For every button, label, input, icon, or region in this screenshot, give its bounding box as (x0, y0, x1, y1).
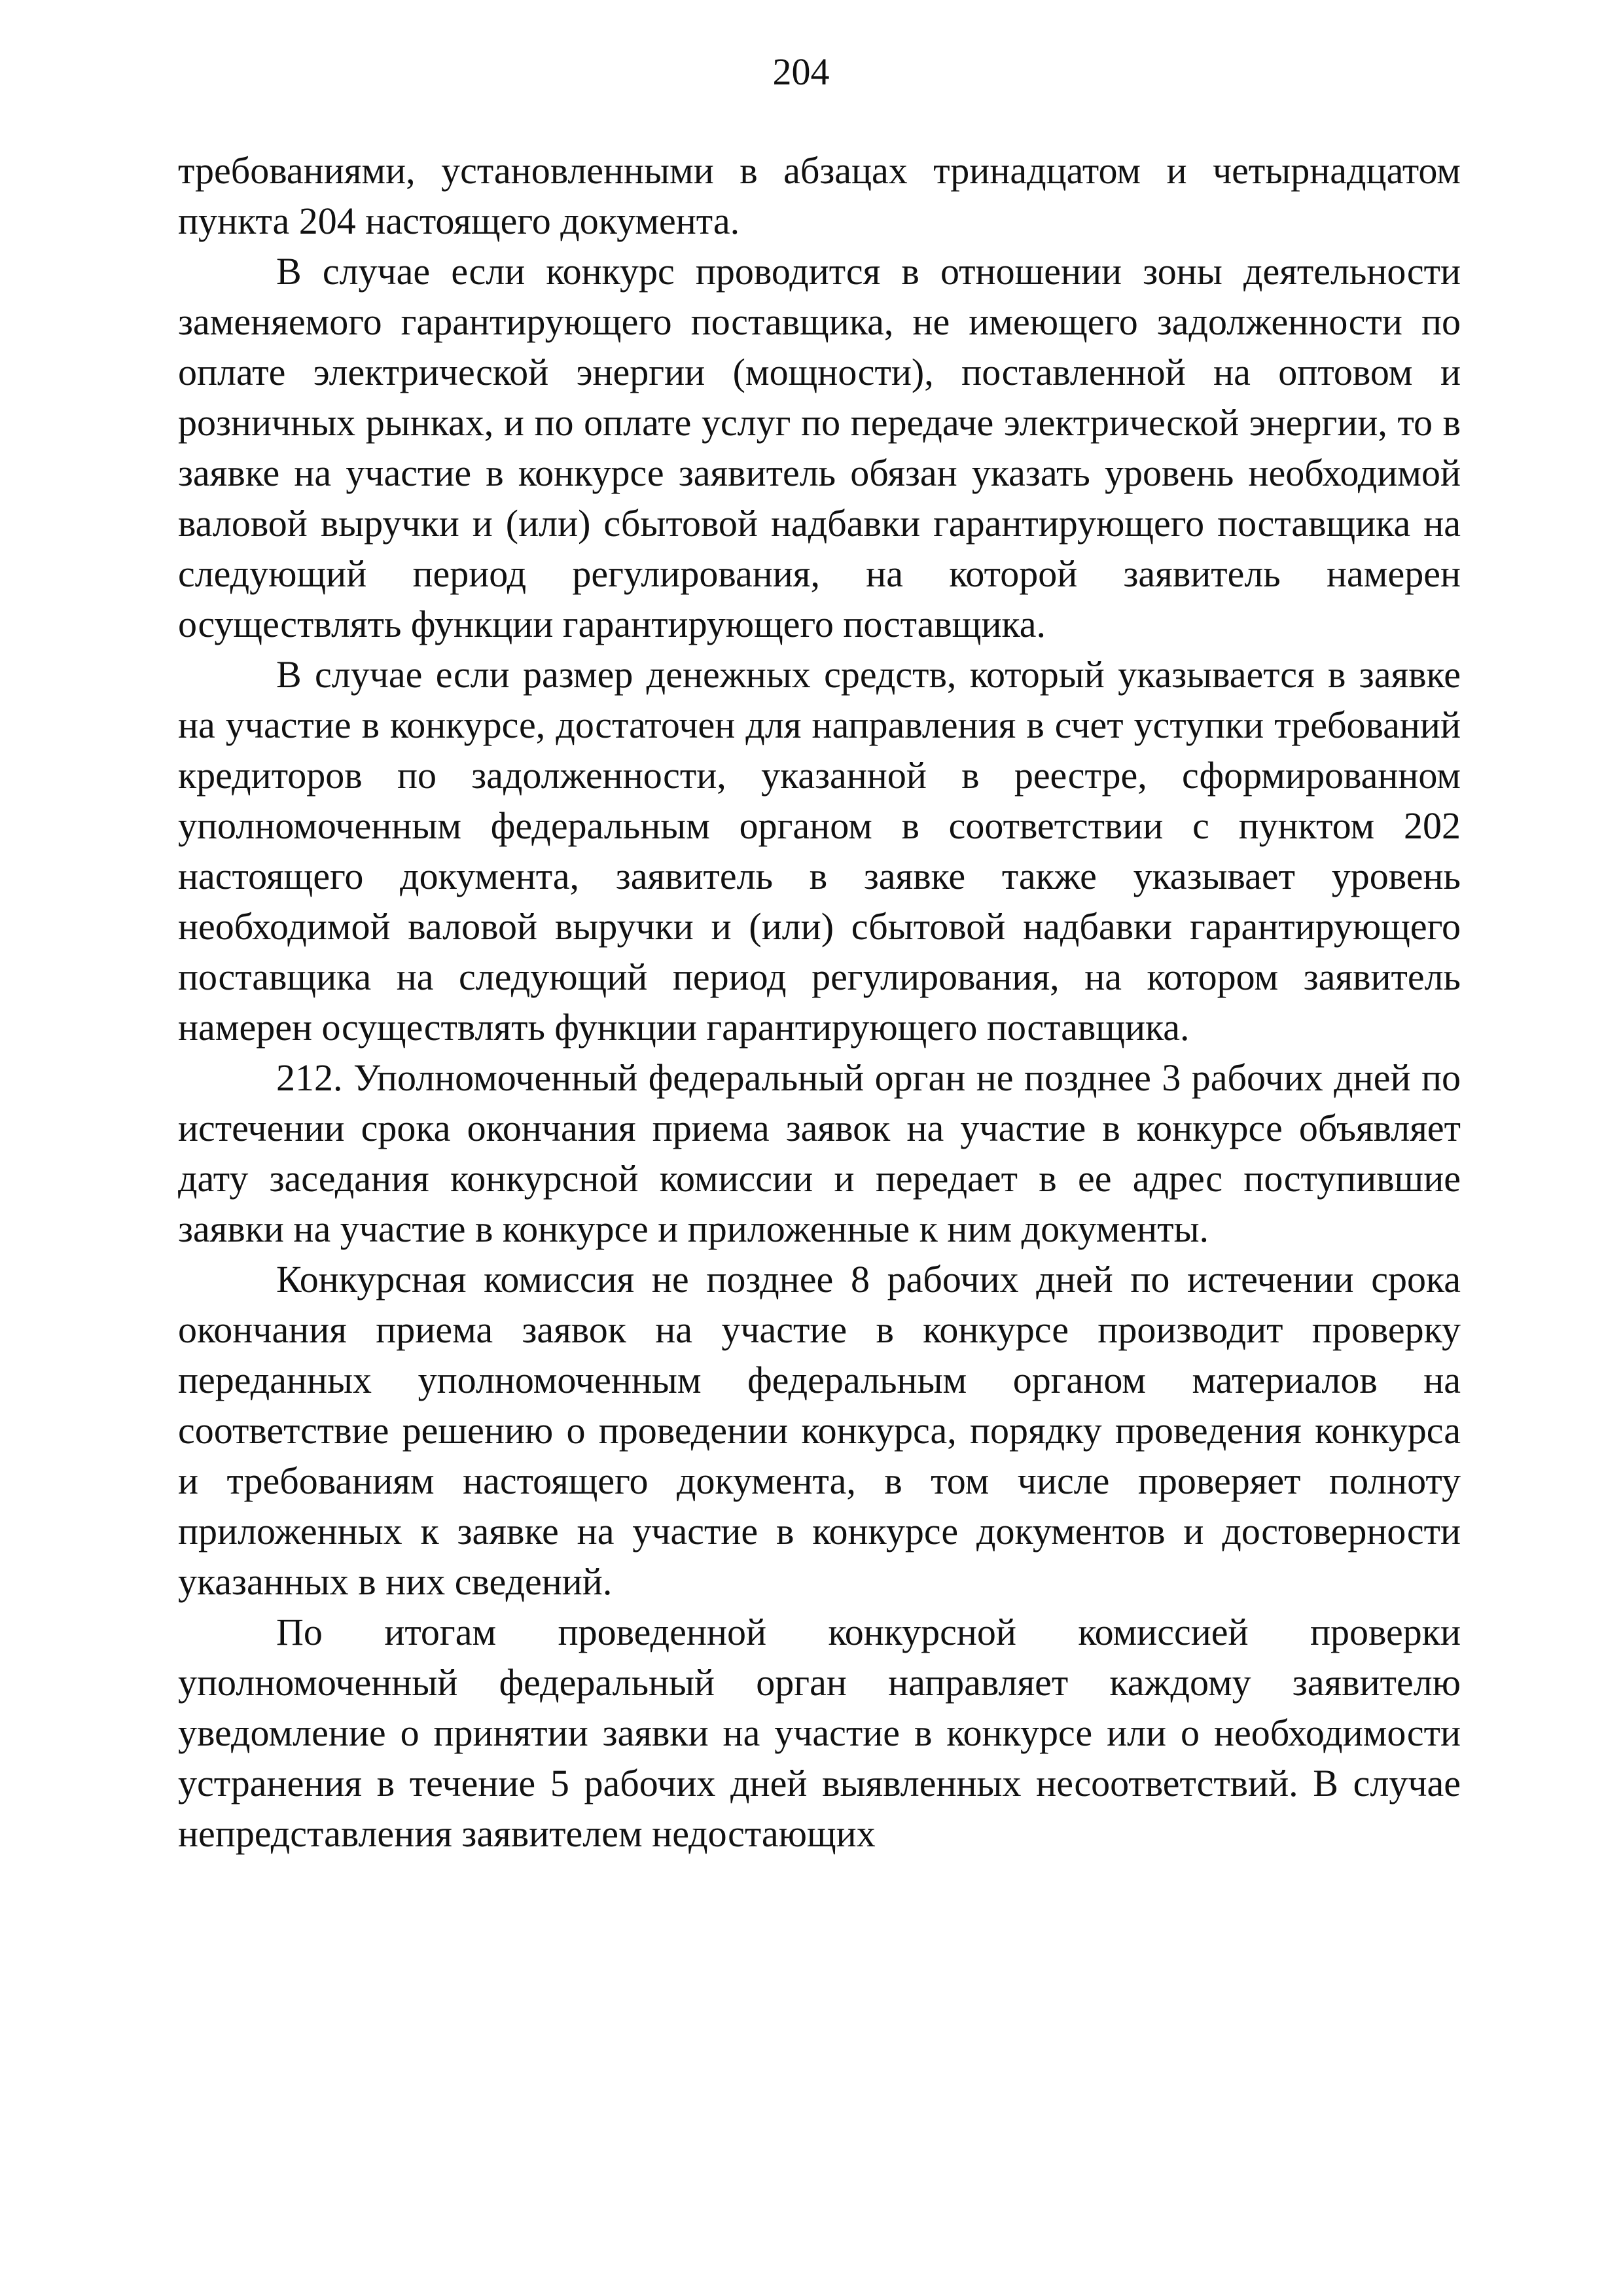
paragraph-continuation: требованиями, установленными в абзацах тринадцатом и четырнадцатом пункта 204 настоящего документа. (178, 149, 1461, 242)
paragraph-212: 212. Уполномоченный федеральный орган не позднее 3 рабочих дней по истечении срока окончания приема заявок на участие в конкурсе объявляет дату заседания конкурсной комиссии и передает в ее адрес поступившие заявки на участие в конкурсе и приложенные к ним документы. (178, 1056, 1461, 1250)
paragraph-notification: По итогам проведенной конкурсной комиссией проверки уполномоченный федеральный орган направляет каждому заявителю уведомление о принятии заявки на участие в конкурсе или о необходимости устранения в течение 5 рабочих дней выявленных несоответствий. В случае непредставления заявителем недостающих (178, 1611, 1461, 1855)
paragraph-funds-sufficient: В случае если размер денежных средств, который указывается в заявке на участие в конкурсе, достаточен для направления в счет уступки требований кредиторов по задолженности, указанной в реестре, сформированном уполномоченным федеральным органом в соответствии с пунктом 202 настоящего документа, заявитель в заявке также указывает уровень необходимой валовой выручки и (или) сбытовой надбавки гарантирующего поставщика на следующий период регулирования, на котором заявитель намерен осуществлять функции гарантирующего поставщика. (178, 653, 1461, 1049)
paragraph-commission-review: Конкурсная комиссия не позднее 8 рабочих дней по истечении срока окончания приема заявок на участие в конкурсе производит проверку переданных уполномоченным федеральным органом материалов на соответствие решению о проведении конкурса, порядку проведения конкурса и требованиям настоящего документа, в том числе проверяет полноту приложенных к заявке на участие в конкурсе документов и достоверности указанных в них сведений. (178, 1258, 1461, 1603)
paragraph-bid-level-requirement: В случае если конкурс проводится в отношении зоны деятельности заменяемого гарантирующего поставщика, не имеющего задолженности по оплате электрической энергии (мощности), поставленной на оптовом и розничных рынках, и по оплате услуг по передаче электрической энергии, то в заявке на участие в конкурсе заявитель обязан указать уровень необходимой валовой выручки и (или) сбытовой надбавки гарантирующего поставщика на следующий период регулирования, на которой заявитель намерен осуществлять функции гарантирующего поставщика. (178, 250, 1461, 645)
document-body (178, 145, 1461, 1859)
page-number: 204 (772, 50, 830, 93)
